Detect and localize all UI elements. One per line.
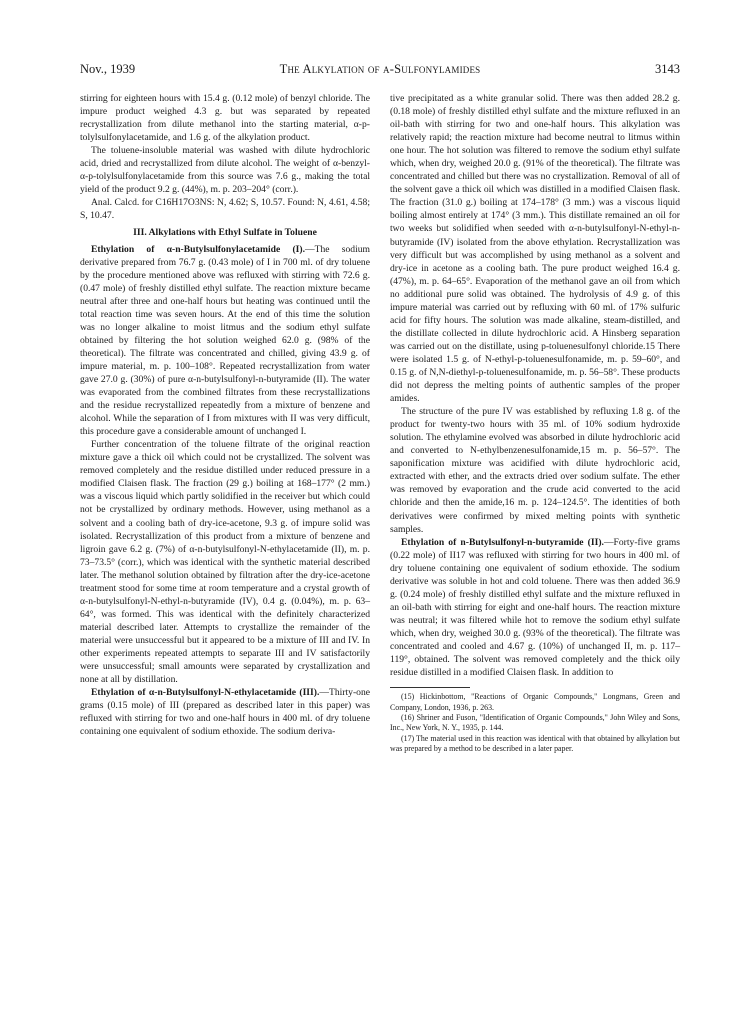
paragraph: tive precipitated as a white granular solid. There was then added 28.2 g. (0.18 mole) of freshly distilled ethyl sulfate and the mixture refluxed in an oil-bath with stirring for two and one-half hours. This alkylation was relatively rapid; the reaction mixture had become neutral to litmus within one hour. The hot solution was filtered to remove the sodium ethyl sulfate which, when dry, weighed 20.0 g. (91% of the theoretical). The filtrate was concentrated and chilled but there was no crystallization. Removal of all of the solvent gave a thick oil which was distilled in a modified Claisen flask. The fraction (31.0 g.) boiling at 174–178° (3 mm.) was a viscous liquid boiling almost entirely at 174° (3 mm.). This distillate remained an oil for two weeks but solidified when seeded with α-n-butylsulfonyl-N-ethyl-n-butyramide (IV) isolated from the above ethylation. Recrystallization was very difficult but was accomplished by using methanol as a solvent and dry-ice in acetone as a cooling bath. The pure product weighed 16.4 g. (47%), m. p. 64–65°. Evaporation of the methanol gave an oil from which no additional pure solid was obtained. The hydrolysis of 4.9 g. of this impure material was carried out by refluxing with 60 ml. of 17% sulfuric acid for fifty hours. The solution was made alkaline, steam-distilled, and the distillate collected in dilute hydrochloric acid. A Hinsberg separation was carried out on the distillate, using p-toluenesulfonyl chloride.15 There were isolated 1.5 g. of N-ethyl-p-toluenesulfonamide, m. p. 59–60°, and 0.15 g. of N,N-diethyl-p-toluenesulfonamide, m. p. 56–58°. These products did not depress the melting points of authentic samples of the proper amides. bbox=[390, 93, 680, 405]
footnote: (15) Hickinbottom, "Reactions of Organic Compounds," Longmans, Green and Company, London, 1936, p. 263. bbox=[390, 692, 680, 712]
paragraph-body: —The sodium derivative prepared from 76.7 g. (0.43 mole) of I in 700 ml. of dry toluene by the procedure mentioned above was refluxed with stirring with 72.6 g. (0.47 mole) of freshly distilled ethyl sulfate. The reaction mixture became neutral after three and one-half hours but heating was continued until the total reaction time was seven hours. At the end of this time the solution was no longer alkaline to moist litmus and the sodium ethyl sulfate obtained by filtering the hot solution weighed 62.0 g. (98% of the theoretical). The filtrate was concentrated and chilled, giving 43.9 g. of impure material, m. p. 100–108°. Repeated recrystallization from water gave 27.0 g. (30%) of pure α-n-butylsulfonyl-n-butyramide (II). The water was evaporated from the combined filtrates from these recrystallizations and the residue recrystallized repeatedly from a mixture of benzene and alcohol. While the separation of I from mixtures with II was very difficult, this procedure gave a considerable amount of unchanged I. bbox=[80, 243, 370, 438]
run-in-heading: Ethylation of α-n-Butylsulfonyl-N-ethylacetamide (III). bbox=[91, 687, 320, 699]
paragraph-body: —Forty-five grams (0.22 mole) of II17 was refluxed with stirring for two hours in 400 ml. of dry toluene containing one equivalent of sodium ethoxide. The sodium derivative was soluble in hot and cold toluene. There was then added 36.9 g. (0.24 mole) of freshly distilled ethyl sulfate and the mixture refluxed in an oil-bath with stirring for eight and one-half hours. The reaction mixture was neutral; it was filtered while hot to remove the sodium ethyl sulfate which, when dry, weighed 30.0 g. (93% of the theoretical). The filtrate was concentrated and cooled and 4.67 g. (10%) of unchanged II, m. p. 117–119°, obtained. The solvent was removed completely and the thick oily residue distilled in a modified Claisen flask. In addition to bbox=[390, 536, 680, 679]
right-column bbox=[390, 92, 680, 755]
footnote: (17) The material used in this reaction was identical with that obtained by alkylation but was prepared by a method to be described in a later paper. bbox=[390, 733, 680, 754]
paragraph: The toluene-insoluble material was washed with dilute hydrochloric acid, dried and recrystallized from dilute alcohol. The weight of α-benzyl-α-p-tolylsulfonylacetamide from this source was 7.6 g., making the total yield of the product 9.2 g. (44%), m. p. 203–204° (corr.). bbox=[80, 145, 370, 196]
page-number: 3143 bbox=[655, 62, 680, 76]
paragraph: Further concentration of the toluene filtrate of the original reaction mixture gave a thick oil which could not be crystallized. The solvent was removed completely and the residue distilled under reduced pressure in a modified Claisen flask. The fraction (29 g.) boiling at 168–177° (2 mm.) was a viscous liquid which partly solidified in the receiver but which could not be crystallized by ordinary methods. However, using methanol as a solvent and a cooling bath of dry-ice-acetone, 9.3 g. of impure solid was isolated. Recrystallization of this product from a mixture of benzene and ligroin gave 6.2 g. (7%) of α-n-butylsulfonyl-N-ethylacetamide (II), m. p. 73–73.5° (corr.), which was identical with the synthetic material described later. The methanol solution obtained by filtration after the dry-ice-acetone treatment stood for some time at room temperature and a crystal growth of α-n-butylsulfonyl-N-ethyl-n-butyramide (IV), 0.4 g. (0.04%), m. p. 63–64°, was formed. This was identical with the definitely characterized material described later. Attempts to crystallize the remainder of the material were unsuccessful but it appeared to be a mixture of III and IV. In other experiments repeated attempts to separate III and IV satisfactorily were unsuccessful; small amounts were separated by crystallization and none at all by distillation. bbox=[80, 439, 370, 686]
footnote-divider bbox=[390, 687, 470, 688]
paragraph: stirring for eighteen hours with 15.4 g. (0.12 mole) of benzyl chloride. The impure product weighed 4.3 g. but was separated by repeated recrystallization from dilute methanol into the starting material, α-p-tolylsulfonylacetamide, and 1.6 g. of the alkylation product. bbox=[80, 93, 370, 144]
run-in-heading: Ethylation of α-n-Butylsulfonylacetamide (I). bbox=[91, 243, 305, 255]
paragraph bbox=[80, 243, 370, 439]
paragraph bbox=[80, 686, 370, 738]
running-header bbox=[80, 62, 680, 78]
run-in-heading: Ethylation of n-Butylsulfonyl-n-butyramide (II). bbox=[401, 536, 604, 548]
analysis-line: Anal. Calcd. for C16H17O3NS: N, 4.62; S, 10.57. Found: N, 4.61, 4.58; S, 10.47. bbox=[80, 197, 370, 222]
issue-date: Nov., 1939 bbox=[80, 62, 136, 76]
running-title: The Alkylation of α-Sulfonylamides bbox=[279, 62, 481, 76]
paragraph: The structure of the pure IV was established by refluxing 1.8 g. of the product for twenty-two hours with 35 ml. of 10% sodium hydroxide solution. The ethylamine evolved was absorbed in dilute hydrochloric acid and converted to N-ethylbenzenesulfonamide,15 m. p. 56–57°. The saponification mixture was acidified with dilute hydrochloric acid, extracted with ether, and the extracts dried over sodium sulfate. The ether was removed by evaporation and the crude acid converted to the acid chloride and then the amide,16 m. p. 124–124.5°. The identities of both derivatives were confirmed by mixed melting points with synthetic samples. bbox=[390, 406, 680, 535]
left-column bbox=[80, 92, 370, 738]
footnote: (16) Shriner and Fuson, "Identification of Organic Compounds," John Wiley and Sons, Inc., New York, N. Y., 1935, p. 144. bbox=[390, 712, 680, 733]
section-heading: III. Alkylations with Ethyl Sulfate in Toluene bbox=[133, 227, 317, 239]
paragraph-body: —Thirty-one grams (0.15 mole) of III (prepared as described later in this paper) was refluxed with stirring for two and one-half hours in 400 ml. of dry toluene containing one equivalent of sodium ethoxide. The sodium deriva- bbox=[80, 687, 370, 738]
paragraph bbox=[390, 536, 680, 680]
